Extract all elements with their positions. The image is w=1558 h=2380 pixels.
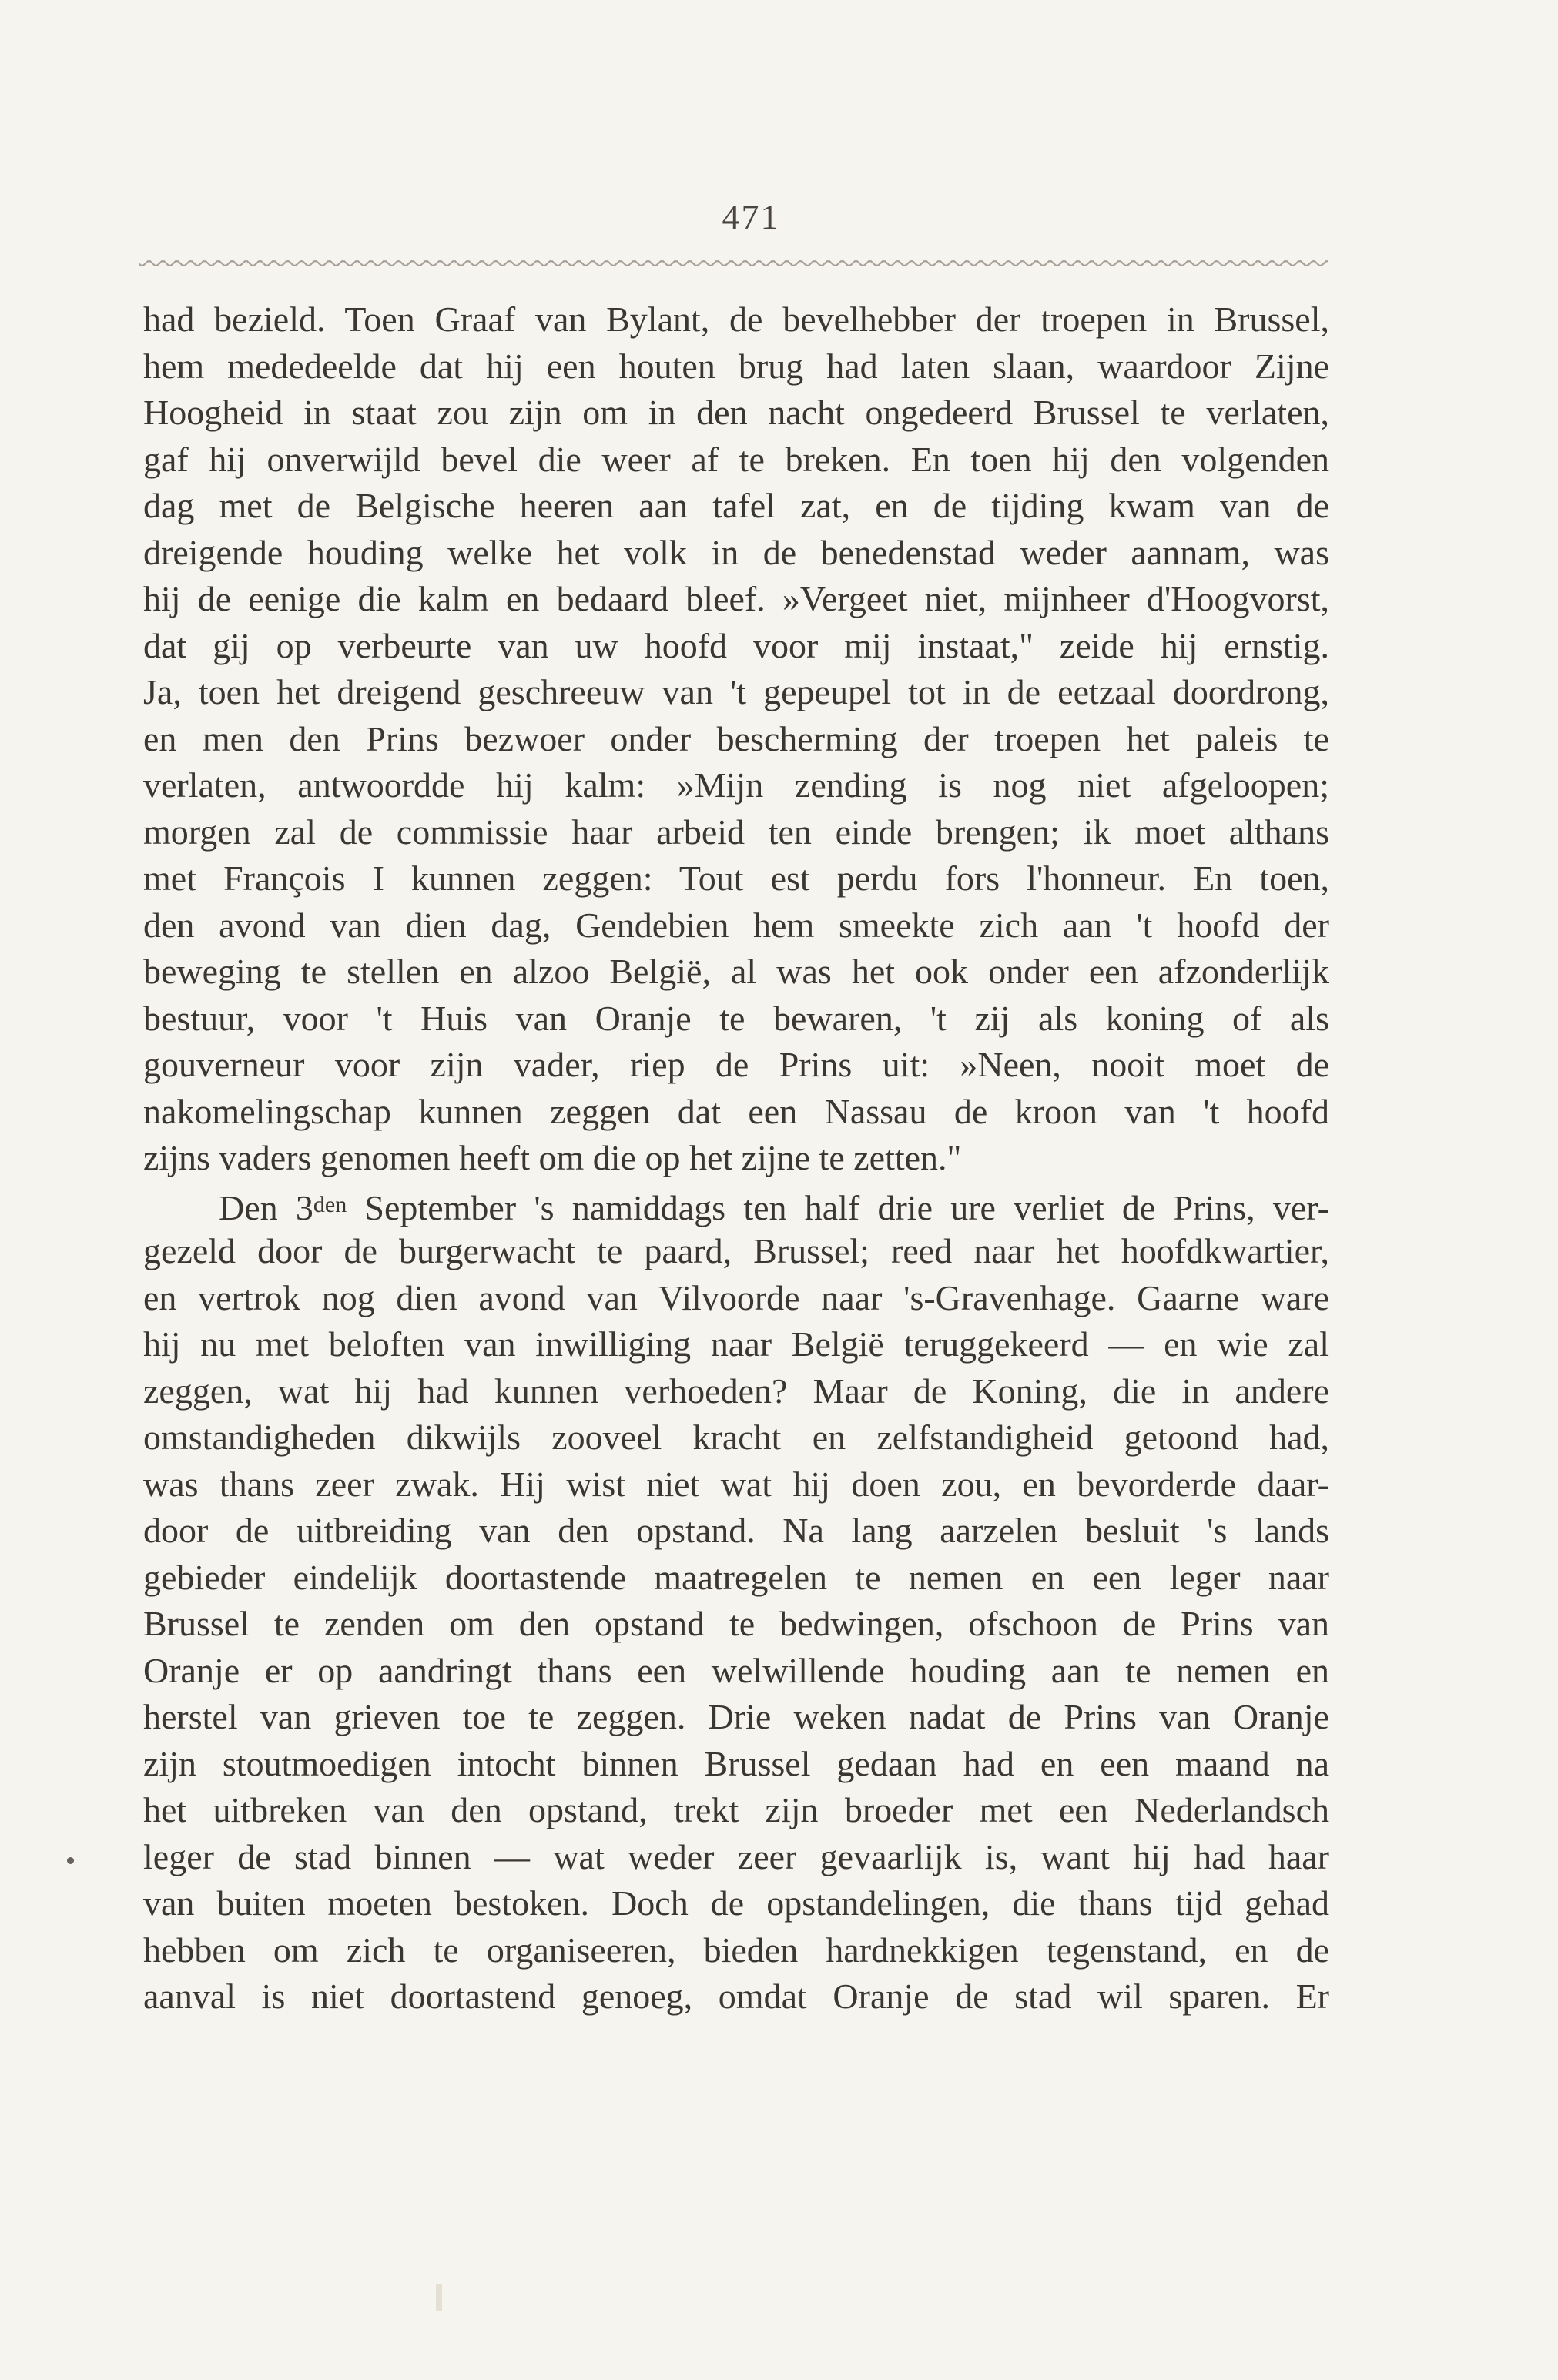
- text-line: omstandigheden dikwijls zooveel kracht en zelfstandigheid getoond had,: [143, 1418, 1329, 1457]
- text-line: leger de stad binnen — wat weder zeer gevaarlijk is, want hij had haar: [143, 1836, 1329, 1876]
- text-line: het uitbreken van den opstand, trekt zijn broeder met een Nederlandsch: [143, 1790, 1329, 1829]
- text-line: dreigende houding welke het volk in de benedenstad weder aannam, was: [143, 532, 1329, 572]
- paragraph-2: [143, 1182, 1329, 2020]
- text-line: Ja, toen het dreigend geschreeuw van 't gepeupel tot in de eetzaal doordrong,: [143, 672, 1329, 711]
- text-line: aanval is niet doortastend genoeg, omdat Oranje de stad wil sparen. Er: [143, 1977, 1329, 2016]
- text-line: hem mededeelde dat hij een houten brug had laten slaan, waardoor Zijne: [143, 346, 1329, 386]
- text-fragment: Den 3: [219, 1187, 313, 1227]
- text-line: Oranje er op aandringt thans een welwillende houding aan te nemen en: [143, 1650, 1329, 1690]
- text-line: nakomelingschap kunnen zeggen dat een Nassau de kroon van 't hoofd: [143, 1091, 1329, 1131]
- text-line: zeggen, wat hij had kunnen verhoeden? Maar de Koning, die in andere: [143, 1371, 1329, 1411]
- text-line: gouverneur voor zijn vader, riep de Prins uit: »Neen, nooit moet de: [143, 1045, 1329, 1084]
- body-text: [143, 296, 1329, 2020]
- ink-speck: [67, 1857, 74, 1864]
- text-line: [143, 1182, 1329, 1229]
- text-line: met François I kunnen zeggen: Tout est perdu fors l'honneur. En toen,: [143, 859, 1329, 898]
- text-line: was thans zeer zwak. Hij wist niet wat hij doen zou, en bevorderde daar-: [143, 1464, 1329, 1504]
- text-line: dag met de Belgische heeren aan tafel zat, en de tijding kwam van de: [143, 486, 1329, 525]
- superscript: den: [313, 1191, 347, 1217]
- text-line: zijns vaders genomen heeft om die op het zijne te zetten.": [143, 1138, 962, 1177]
- text-line: Brussel te zenden om den opstand te bedwingen, ofschoon de Prins van: [143, 1604, 1329, 1643]
- page-number: 471: [722, 197, 780, 236]
- text-line: Hoogheid in staat zou zijn om in den nacht ongedeerd Brussel te verlaten,: [143, 393, 1329, 432]
- text-line: en vertrok nog dien avond van Vilvoorde naar 's-Gravenhage. Gaarne ware: [143, 1277, 1329, 1317]
- text-line: zijn stoutmoedigen intocht binnen Brussel gedaan had en een maand na: [143, 1743, 1329, 1783]
- text-line: had bezield. Toen Graaf van Bylant, de bevelhebber der troepen in Brussel,: [143, 300, 1329, 339]
- text-line: hij de eenige die kalm en bedaard bleef. »Vergeet niet, mijnheer d'Hoogvorst,: [143, 579, 1329, 618]
- text-line: en men den Prins bezwoer onder bescherming der troepen het paleis te: [143, 718, 1329, 758]
- text-fragment: September 's namiddags ten half drie ure verliet de Prins, ver-: [347, 1187, 1329, 1227]
- text-line: hebben om zich te organiseeren, bieden hardnekkigen tegenstand, en de: [143, 1930, 1329, 1970]
- text-line: morgen zal de commissie haar arbeid ten einde brengen; ik moet althans: [143, 812, 1329, 852]
- text-line: gebieder eindelijk doortastende maatregelen te nemen en een leger naar: [143, 1557, 1329, 1597]
- text-line: gezeld door de burgerwacht te paard, Brussel; reed naar het hoofdkwartier,: [143, 1231, 1329, 1270]
- text-line: bestuur, voor 't Huis van Oranje te bewaren, 't zij als koning of als: [143, 998, 1329, 1038]
- text-line: door de uitbreiding van den opstand. Na lang aarzelen besluit 's lands: [143, 1511, 1329, 1550]
- text-line: beweging te stellen en alzoo België, al was het ook onder een afzonderlijk: [143, 952, 1329, 991]
- paper-mark: [436, 2284, 442, 2311]
- text-line: van buiten moeten bestoken. Doch de opstandelingen, die thans tijd gehad: [143, 1883, 1329, 1923]
- text-line: gaf hij onverwijld bevel die weer af te breken. En toen hij den volgenden: [143, 439, 1329, 479]
- text-line: verlaten, antwoordde hij kalm: »Mijn zending is nog niet afgeloopen;: [143, 765, 1329, 805]
- text-line: dat gij op verbeurte van uw hoofd voor mij instaat," zeide hij ernstig.: [143, 625, 1329, 665]
- wavy-header-rule: [139, 258, 1328, 269]
- paragraph-1: [143, 296, 1329, 1182]
- text-line: den avond van dien dag, Gendebien hem smeekte zich aan 't hoofd der: [143, 905, 1329, 945]
- text-line: hij nu met beloften van inwilliging naar België teruggekeerd — en wie zal: [143, 1324, 1329, 1364]
- text-line: herstel van grieven toe te zeggen. Drie weken nadat de Prins van Oranje: [143, 1697, 1329, 1736]
